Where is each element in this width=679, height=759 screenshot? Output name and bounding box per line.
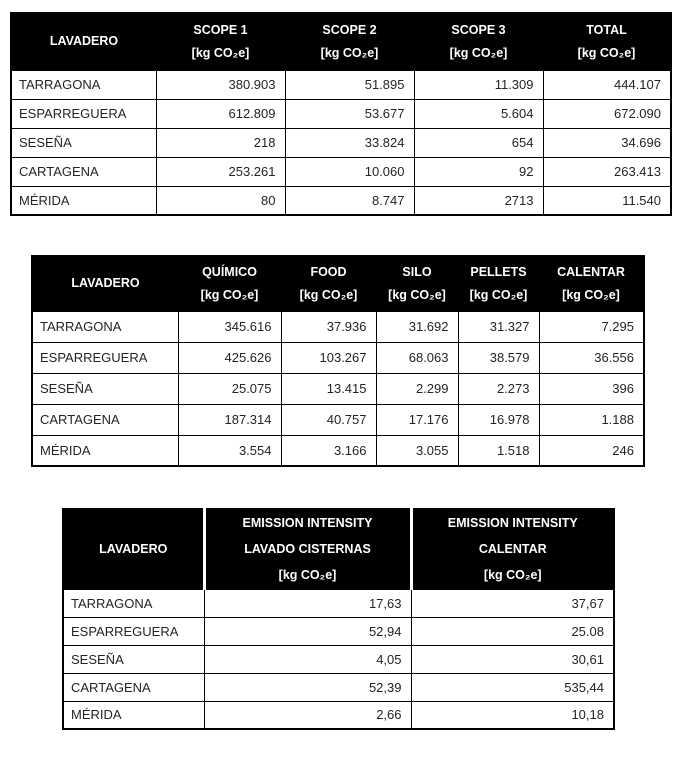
value-cell: 31.327 [458,311,539,342]
header-lavadero [63,509,204,589]
value-cell: 40.757 [281,404,376,435]
table-row [32,435,644,466]
table-row [32,373,644,404]
header-unit: [kg CO₂e] [388,287,446,302]
header-unit: [kg CO₂e] [469,287,528,302]
value-cell: 345.616 [178,311,281,342]
value-cell: 672.090 [543,99,671,128]
value-cell: 425.626 [178,342,281,373]
value-cell: 2.299 [376,373,458,404]
header-intensity-calentar [411,509,614,589]
value-cell: 3.055 [376,435,458,466]
header-label: TOTAL [586,22,627,37]
header-label: FOOD [310,264,347,279]
header-label: EMISSION INTENSITY [242,516,373,531]
emission-intensity-table [62,508,615,730]
value-cell: 68.063 [376,342,458,373]
value-cell: 2713 [414,186,543,215]
header-scope-1 [156,13,285,70]
header-label: SCOPE 1 [193,22,248,37]
header-lavadero [11,13,156,70]
value-cell: 52,94 [204,617,411,645]
header-unit: [kg CO₂e] [191,45,250,60]
header-scope-2 [285,13,414,70]
header-label: SCOPE 3 [451,22,506,37]
header-unit: [kg CO₂e] [562,287,620,302]
value-cell: 92 [414,157,543,186]
table-row [32,311,644,342]
header-food [281,256,376,311]
header-calentar [539,256,644,311]
header-unit: [kg CO₂e] [200,287,259,302]
value-cell: 444.107 [543,70,671,99]
header-label: EMISSION INTENSITY [447,516,578,531]
value-cell: 396 [539,373,644,404]
header-unit: [kg CO₂e] [299,287,358,302]
value-cell: 246 [539,435,644,466]
table-row [63,701,614,729]
row-label: SESEÑA [63,645,204,673]
value-cell: 535,44 [411,673,614,701]
header-total [543,13,671,70]
header-quimico [178,256,281,311]
table-row [63,617,614,645]
value-cell: 52,39 [204,673,411,701]
header-unit: [kg CO₂e] [320,45,379,60]
value-cell: 25.08 [411,617,614,645]
header-intensity-lavado-cisternas [204,509,411,589]
header-label: LAVADO CISTERNAS [244,542,371,557]
value-cell: 13.415 [281,373,376,404]
header-scope-3 [414,13,543,70]
value-cell: 37.936 [281,311,376,342]
value-cell: 11.309 [414,70,543,99]
header-label: PELLETS [470,264,527,279]
header-label: SCOPE 2 [322,22,377,37]
header-label: LAVADERO [99,542,168,557]
report-page [0,12,679,759]
header-label: SILO [402,264,432,279]
header-row [63,509,614,589]
value-cell: 36.556 [539,342,644,373]
table-row [11,99,671,128]
header-unit: [kg CO₂e] [278,568,337,583]
row-label: SESEÑA [32,373,178,404]
value-cell: 17,63 [204,589,411,617]
table-row [32,342,644,373]
row-label: TARRAGONA [11,70,156,99]
table-row [32,404,644,435]
value-cell: 53.677 [285,99,414,128]
value-cell: 380.903 [156,70,285,99]
value-cell: 38.579 [458,342,539,373]
value-cell: 30,61 [411,645,614,673]
row-label: TARRAGONA [63,589,204,617]
value-cell: 80 [156,186,285,215]
value-cell: 2.273 [458,373,539,404]
table-row [11,157,671,186]
value-cell: 187.314 [178,404,281,435]
header-label: CALENTAR [478,542,547,557]
header-unit: [kg CO₂e] [577,45,636,60]
value-cell: 34.696 [543,128,671,157]
value-cell: 11.540 [543,186,671,215]
value-cell: 3.554 [178,435,281,466]
table-row [63,673,614,701]
value-cell: 31.692 [376,311,458,342]
header-unit: [kg CO₂e] [449,45,508,60]
value-cell: 253.261 [156,157,285,186]
header-label: CALENTAR [557,264,625,279]
table-row [11,186,671,215]
table-row [11,128,671,157]
value-cell: 1.518 [458,435,539,466]
value-cell: 17.176 [376,404,458,435]
row-label: ESPARREGUERA [11,99,156,128]
value-cell: 10.060 [285,157,414,186]
header-unit: [kg CO₂e] [483,568,542,583]
row-label: MÉRIDA [11,186,156,215]
value-cell: 3.166 [281,435,376,466]
value-cell: 654 [414,128,543,157]
header-row [11,13,671,70]
row-label: CARTAGENA [11,157,156,186]
header-lavadero [32,256,178,311]
header-label: QUÍMICO [202,264,257,279]
value-cell: 16.978 [458,404,539,435]
source-emissions-table [31,255,645,467]
row-label: TARRAGONA [32,311,178,342]
value-cell: 612.809 [156,99,285,128]
header-silo [376,256,458,311]
row-label: SESEÑA [11,128,156,157]
value-cell: 5.604 [414,99,543,128]
value-cell: 1.188 [539,404,644,435]
value-cell: 2,66 [204,701,411,729]
header-label: LAVADERO [49,34,119,49]
value-cell: 8.747 [285,186,414,215]
value-cell: 25.075 [178,373,281,404]
header-pellets [458,256,539,311]
row-label: MÉRIDA [63,701,204,729]
header-label: LAVADERO [71,276,140,291]
table-row [63,589,614,617]
value-cell: 10,18 [411,701,614,729]
value-cell: 51.895 [285,70,414,99]
table-row [11,70,671,99]
row-label: MÉRIDA [32,435,178,466]
value-cell: 33.824 [285,128,414,157]
value-cell: 7.295 [539,311,644,342]
row-label: CARTAGENA [32,404,178,435]
scope-emissions-table [10,12,672,216]
value-cell: 37,67 [411,589,614,617]
row-label: ESPARREGUERA [32,342,178,373]
value-cell: 4,05 [204,645,411,673]
value-cell: 103.267 [281,342,376,373]
table-row [63,645,614,673]
value-cell: 218 [156,128,285,157]
row-label: ESPARREGUERA [63,617,204,645]
value-cell: 263.413 [543,157,671,186]
header-row [32,256,644,311]
row-label: CARTAGENA [63,673,204,701]
